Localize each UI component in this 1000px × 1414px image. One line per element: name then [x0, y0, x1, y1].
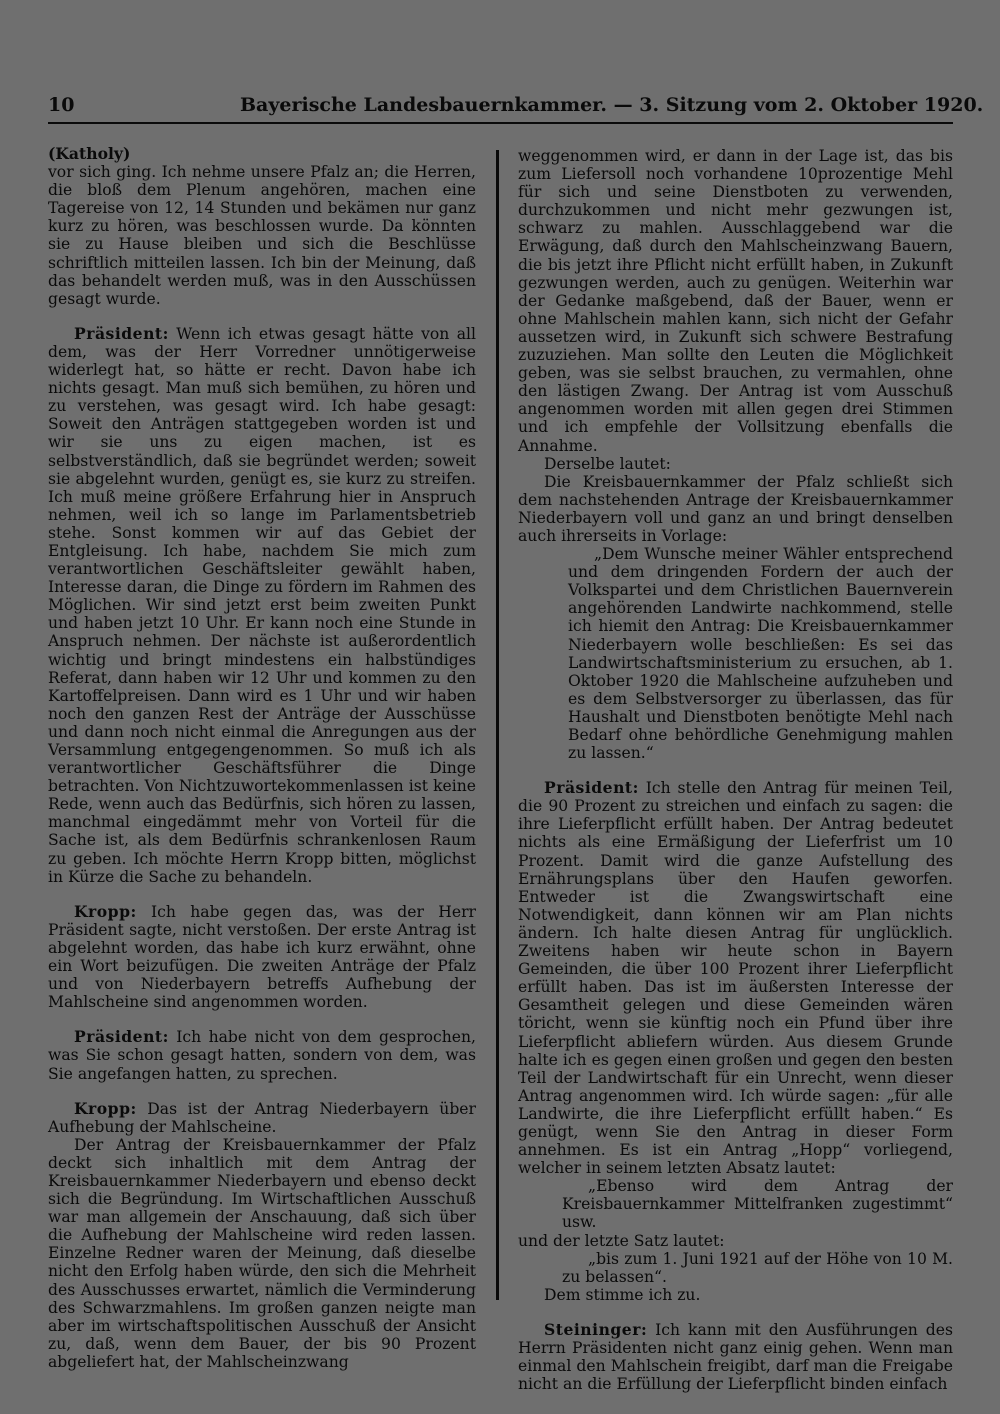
paragraph: Derselbe lautet:	[544, 454, 671, 473]
left-column	[48, 145, 476, 1371]
paragraph: Die Kreisbauernkammer der Pfalz schließt sich dem nachstehenden Antrage der Kreisbauernkammer Niederbayern voll und ganz an und bringt denselben auch ihrerseits in Vorlage:	[518, 472, 953, 545]
paragraph: Der Antrag der Kreisbauernkammer der Pfalz deckt sich inhaltlich mit dem Antrag der Kreisbauernkammer Niederbayern und ebenso deckt sich die Begründung. Im Wirtschaftlichen Ausschuß war man allgemein der Anschauung, daß sich über die Aufhebung der Mahlscheine wird reden lassen. Einzelne Redner waren der Meinung, daß dieselbe nicht den Erfolg haben würde, den sich die Mehrheit des Ausschusses erwartet, nämlich die Verminderung des Schwarzmahlens. Im großen ganzen neigte man aber im wirtschaftspolitischen Ausschuß der Ansicht zu, daß, wenn dem Bauer, der bis 90 Prozent abgeliefert hat, der Mahlscheinzwang	[48, 1135, 476, 1371]
speaker-name: Kropp:	[74, 1098, 137, 1118]
paragraph: und der letzte Satz lautet:	[518, 1231, 725, 1250]
speech-text: Ich habe gegen das, was der Herr Präsident sagte, nicht verstoßen. Der erste Antrag ist abgelehnt worden, das habe ich kurz erwähnt, ohne ein Wort beizufügen. Die zweiten Anträge der Pfalz und von Niederbayern betreffs Aufhebung der Mahlscheine sind angenommen worden.	[48, 902, 476, 1012]
speech-text: Ich stelle den Antrag für meinen Teil, die 90 Prozent zu streichen und einfach zu sagen: die ihre Lieferpflicht erfüllt haben. Der Antrag bedeutet nichts als eine Ermäßigung der Lieferfrist um 10 Prozent. Damit wird die ganze Aufstellung des Ernährungsplans über den Haufen geworfen. Entweder ist die Zwangswirtschaft eine Notwendigkeit, dann können wir am Plan nichts ändern. Ich halte diesen Antrag für unglücklich. Zweitens haben wir heute schon in Bayern Gemeinden, die über 100 Prozent ihrer Lieferpflicht erfüllt haben. Das ist im äußersten Interesse der Gesamtheit gelegen und diese Gemeinden wären töricht, wenn sie künftig noch ein Pfund über ihre Lieferpflicht abliefern würden. Aus diesem Grunde halte ich es gegen einen großen und gegen den besten Teil der Landwirtschaft für ein Unrecht, wenn dieser Antrag angenommen wird. Ich würde sagen: „für alle Landwirte, die ihre Lieferpflicht erfüllt haben.“ Es genügt, wenn Sie den Antrag in dieser Form annehmen. Es ist ein Antrag „Hopp“ vorliegend, welcher in seinem letzten Absatz lautet:	[518, 779, 953, 1178]
page-header	[48, 92, 984, 124]
quoted-motion: „bis zum 1. Juni 1921 auf der Höhe von 10 M. zu belassen“.	[562, 1249, 953, 1286]
page-number: 10	[48, 94, 75, 116]
speech-paragraph	[48, 1100, 476, 1136]
paragraph: Dem stimme ich zu.	[544, 1285, 701, 1304]
quoted-motion: „Dem Wunsche meiner Wähler entsprechend und dem dringenden Fordern der auch der Volkspartei und dem Christlichen Bauernverein angehörenden Landwirte nachkommend, stelle ich hiemit den Antrag: Die Kreisbauernkammer Niederbayern wolle beschließen: Es sei das Landwirtschaftsministerium zu ersuchen, ab 1. Oktober 1920 die Mahlscheine aufzuheben und es dem Selbstversorger zu überlassen, das für Haushalt und Dienstboten benötigte Mehl nach Bedarf ohne behördliche Genehmigung mahlen zu lassen.“	[568, 545, 953, 763]
speaker-name: Präsident:	[544, 778, 639, 798]
speech-text: Wenn ich etwas gesagt hätte von all dem, was der Herr Vorredner unnötigerweise widerlegt hat, so hätte er recht. Davon habe ich nichts gesagt. Man muß sich bemühen, zu hören und zu verstehen, was gesagt wird. Ich habe gesagt: Soweit den Anträgen stattgegeben worden ist und wir sie uns zu eigen machen, ist es selbstverständlich, daß sie begründet werden; soweit sie abgelehnt wurden, genügt es, sie kurz zu streifen. Ich muß meine größere Erfahrung hier in Anspruch nehmen, weil ich so lange im Parlamentsbetrieb stehe. Sonst kommen wir auf das Gebiet der Entgleisung. Ich habe, nachdem Sie mich zum verantwortlichen Geschäftsleiter gewählt haben, Interesse daran, die Dinge zu fördern im Rahmen des Möglichen. Wir sind jetzt erst beim zweiten Punkt und haben jetzt 10 Uhr. Er kann noch eine Stunde in Anspruch nehmen. Der nächste ist außerordentlich wichtig und bringt mindestens ein halbstündiges Referat, dann haben wir 12 Uhr und kommen zu den Kartoffelpreisen. Dann wird es 1 Uhr und wir haben noch den ganzen Rest der Anträge der Ausschüsse und dann noch nicht einmal die Anregungen aus der Versammlung entgegengenommen. So muß ich als verantwortlicher Geschäftsführer die Dinge betrachten. Von Nichtzuwortekommenlassen ist keine Rede, wenn auch das Bedürfnis, sich hören zu lassen, manchmal eingedämmt mehr von Vorteil für die Sache ist, als dem Bedürfnis schrankenlosen Raum zu geben. Ich möchte Herrn Kropp bitten, möglichst in Kürze die Sache zu behandeln.	[48, 324, 476, 886]
speech-paragraph	[48, 903, 476, 1012]
speaker-name: Kropp:	[74, 901, 137, 921]
speech-text: Ich habe nicht von dem gesprochen, was Sie schon gesagt hatten, sondern von dem, was Sie angefangen hatten, zu sprechen.	[48, 1028, 476, 1083]
speech-text: Ich kann mit den Ausführungen des Herrn Präsidenten nicht ganz einig gehen. Wenn man einmal den Mahlschein freigibt, darf man die Freigabe nicht an die Erfüllung der Lieferpflicht binden einfach	[518, 1320, 953, 1394]
speaker-name: Präsident:	[74, 323, 169, 343]
column-divider	[496, 150, 499, 1300]
running-head: Bayerische Landesbauernkammer. — 3. Sitzung vom 2. Oktober 1920.	[240, 94, 984, 116]
speech-paragraph	[518, 1321, 953, 1393]
quoted-motion: „Ebenso wird dem Antrag der Kreisbauernkammer Mittelfranken zugestimmt“ usw.	[562, 1177, 953, 1232]
speaker-heading: (Katholy)	[48, 144, 131, 163]
speech-paragraph	[48, 1028, 476, 1082]
speech-paragraph	[518, 779, 953, 1177]
paragraph: weggenommen wird, er dann in der Lage ist, das bis zum Liefersoll noch vorhandene 10prozentige Mehl für sich und seine Dienstboten zu verwenden, durchzukommen und nicht mehr gezwungen ist, schwarz zu mahlen. Ausschlaggebend war die Erwägung, daß durch den Mahlscheinzwang Bauern, die bis jetzt ihre Pflicht nicht erfüllt haben, in Zukunft gezwungen werden, auch zu genügen. Weiterhin war der Gedanke maßgebend, daß der Bauer, wenn er ohne Mahlschein mahlen kann, sich nicht der Gefahr aussetzen wird, in Zukunft sich schwere Bestrafung zuzuziehen. Man sollte den Leuten die Möglichkeit geben, was sie selbst brauchen, zu vermahlen, ohne den lästigen Zwang. Der Antrag ist vom Ausschuß angenommen worden mit allen gegen drei Stimmen und ich empfehle der Vollsitzung ebenfalls die Annahme.	[518, 147, 953, 455]
speech-paragraph	[48, 325, 476, 886]
paragraph: vor sich ging. Ich nehme unsere Pfalz an; die Herren, die bloß dem Plenum angehören, machen eine Tagereise von 12, 14 Stunden und bekämen nur ganz kurz zu hören, was beschlossen wurde. Da könnten sie zu Hause bleiben und sich die Beschlüsse schriftlich mitteilen lassen. Ich bin der Meinung, daß das behandelt werden muß, was in den Ausschüssen gesagt wurde.	[48, 163, 476, 308]
speaker-name: Präsident:	[74, 1027, 169, 1047]
speech-text: Das ist der Antrag Niederbayern über Aufhebung der Mahlscheine.	[48, 1099, 476, 1136]
speaker-name: Steininger:	[544, 1319, 648, 1339]
right-column	[518, 147, 953, 1393]
